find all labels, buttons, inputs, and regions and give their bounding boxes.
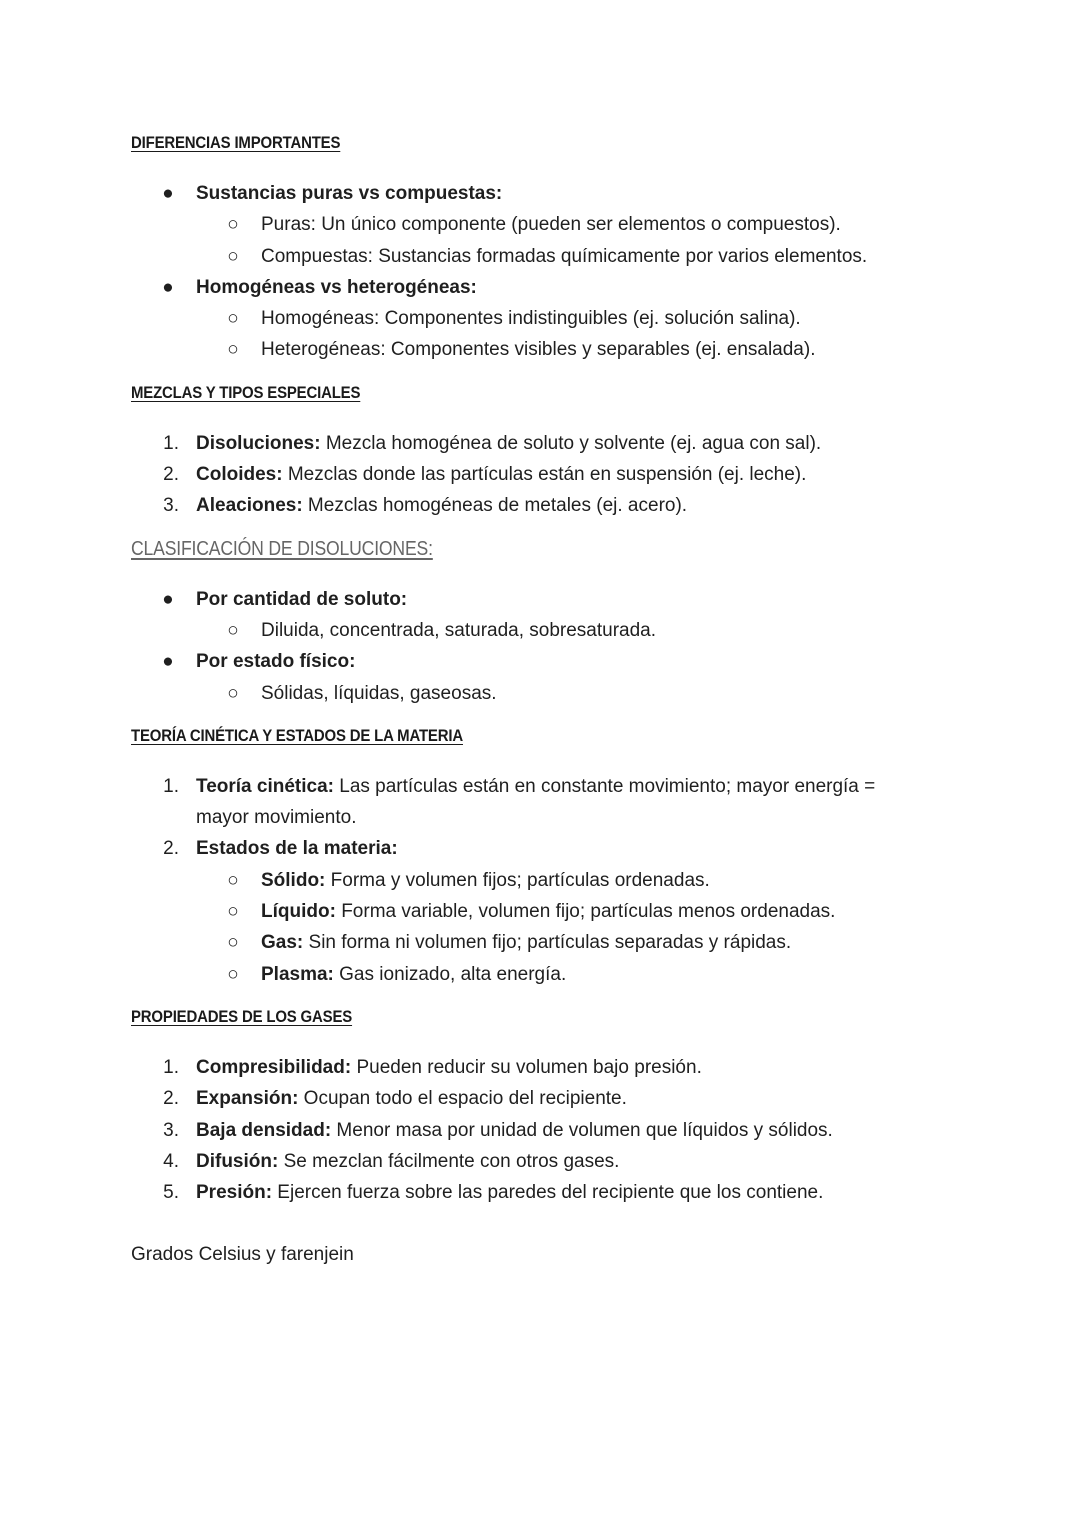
list-item: [131, 490, 951, 521]
circle-bullet-icon: ○: [227, 214, 239, 236]
list-item: [131, 771, 951, 802]
list-item: [131, 1083, 951, 1114]
list-item: [131, 1146, 951, 1177]
list-number: 2.: [163, 1088, 179, 1110]
item-text: Heterogéneas: Componentes visibles y separables (ej. ensalada).: [261, 339, 816, 361]
item-bold: Plasma:: [261, 963, 334, 985]
list-item: [131, 959, 951, 990]
circle-bullet-icon: ○: [227, 308, 239, 330]
list-number: 1.: [163, 775, 179, 797]
item-text: Sólidas, líquidas, gaseosas.: [261, 682, 497, 704]
item-text: Forma variable, volumen fijo; partículas menos ordenadas.: [335, 901, 836, 923]
item-bold: Expansión:: [196, 1088, 299, 1110]
item-text: Las partículas están en constante movimiento; mayor energía =: [333, 775, 876, 797]
list-item: [131, 646, 951, 677]
heading-diferencias: DIFERENCIAS IMPORTANTES: [131, 133, 341, 152]
list-number: 3.: [163, 495, 179, 517]
list-item: [131, 615, 951, 646]
list-item: [131, 678, 951, 709]
list-item: [131, 178, 951, 209]
item-bold: Presión:: [196, 1182, 273, 1204]
circle-bullet-icon: ○: [227, 619, 239, 641]
item-text: Puras: Un único componente (pueden ser elementos o compuestos).: [261, 214, 841, 236]
list-number: 1.: [163, 432, 179, 454]
item-text: Compuestas: Sustancias formadas químicamente por varios elementos.: [261, 245, 868, 267]
list-diferencias: [131, 178, 951, 366]
heading-gases: PROPIEDADES DE LOS GASES: [131, 1006, 353, 1026]
circle-bullet-icon: ○: [227, 869, 239, 891]
item-bold: Aleaciones:: [196, 495, 303, 517]
item-bold: Compresibilidad:: [196, 1056, 352, 1078]
list-item: [131, 1115, 951, 1146]
list-item: [131, 428, 951, 459]
item-text: Forma y volumen fijos; partículas ordenadas.: [325, 869, 710, 891]
item-text: Se mezclan fácilmente con otros gases.: [278, 1150, 620, 1172]
list-item: [131, 1177, 951, 1208]
list-number: 1.: [163, 1056, 179, 1078]
list-clasificacion: [131, 584, 951, 709]
bullet-icon: ●: [162, 651, 174, 673]
list-item-continuation: mayor movimiento.: [196, 807, 357, 829]
list-number: 3.: [163, 1119, 179, 1141]
item-text: Menor masa por unidad de volumen que líquidos y sólidos.: [331, 1119, 833, 1141]
list-gases: [131, 1052, 951, 1208]
item-bold: Homogéneas vs heterogéneas:: [196, 276, 477, 298]
item-bold: Líquido:: [261, 901, 336, 923]
list-item: [131, 272, 951, 303]
list-item: [131, 1052, 951, 1083]
heading-clasificacion: CLASIFICACIÓN DE DISOLUCIONES:: [131, 537, 433, 560]
item-text: Pueden reducir su volumen bajo presión.: [351, 1056, 702, 1078]
item-bold: Baja densidad:: [196, 1119, 332, 1141]
item-bold: Gas:: [261, 932, 304, 954]
bullet-icon: ●: [162, 588, 174, 610]
list-item: [131, 241, 951, 272]
list-teoria: [131, 771, 951, 990]
heading-teoria: TEORÍA CINÉTICA Y ESTADOS DE LA MATERIA: [131, 725, 463, 745]
circle-bullet-icon: ○: [227, 339, 239, 361]
list-item: [131, 459, 951, 490]
item-bold: Por estado físico:: [196, 651, 356, 673]
item-text: Ocupan todo el espacio del recipiente.: [298, 1088, 627, 1110]
footer-note: Grados Celsius y farenjein: [131, 1244, 354, 1266]
circle-bullet-icon: ○: [227, 901, 239, 923]
item-text: Ejercen fuerza sobre las paredes del recipiente que los contiene.: [272, 1182, 824, 1204]
item-bold: Disoluciones:: [196, 432, 321, 454]
list-item: [131, 833, 951, 864]
heading-mezclas: MEZCLAS Y TIPOS ESPECIALES: [131, 382, 361, 402]
list-item: [131, 865, 951, 896]
list-mezclas: [131, 428, 951, 522]
item-bold: Sólido:: [261, 869, 326, 891]
list-item: [131, 209, 951, 240]
list-item: [131, 334, 951, 365]
item-bold: Difusión:: [196, 1150, 279, 1172]
circle-bullet-icon: ○: [227, 682, 239, 704]
item-bold: Sustancias puras vs compuestas:: [196, 183, 503, 204]
item-bold: Por cantidad de soluto:: [196, 588, 408, 610]
list-number: 2.: [163, 464, 179, 486]
item-text: Gas ionizado, alta energía.: [333, 963, 567, 985]
item-text: Sin forma ni volumen fijo; partículas separadas y rápidas.: [303, 932, 792, 954]
item-text: Mezclas homogéneas de metales (ej. acero).: [302, 495, 688, 517]
item-bold: Coloides:: [196, 464, 283, 486]
circle-bullet-icon: ○: [227, 245, 239, 267]
bullet-icon: ●: [162, 183, 174, 204]
circle-bullet-icon: ○: [227, 963, 239, 985]
list-item: [131, 303, 951, 334]
item-text: Mezcla homogénea de soluto y solvente (ej. agua con sal).: [320, 432, 822, 454]
bullet-icon: ●: [162, 276, 174, 298]
item-bold: Teoría cinética:: [196, 775, 334, 797]
circle-bullet-icon: ○: [227, 932, 239, 954]
document-page: [131, 128, 951, 1289]
item-text: Mezclas donde las partículas están en suspensión (ej. leche).: [282, 464, 807, 486]
list-number: 4.: [163, 1150, 179, 1172]
item-bold: Estados de la materia:: [196, 838, 398, 860]
list-number: 2.: [163, 838, 179, 860]
item-text: Homogéneas: Componentes indistinguibles (ej. solución salina).: [261, 308, 801, 330]
list-item: [131, 896, 951, 927]
list-item: [131, 584, 951, 615]
list-item: [131, 927, 951, 958]
item-text: Diluida, concentrada, saturada, sobresaturada.: [261, 619, 657, 641]
list-number: 5.: [163, 1182, 179, 1204]
